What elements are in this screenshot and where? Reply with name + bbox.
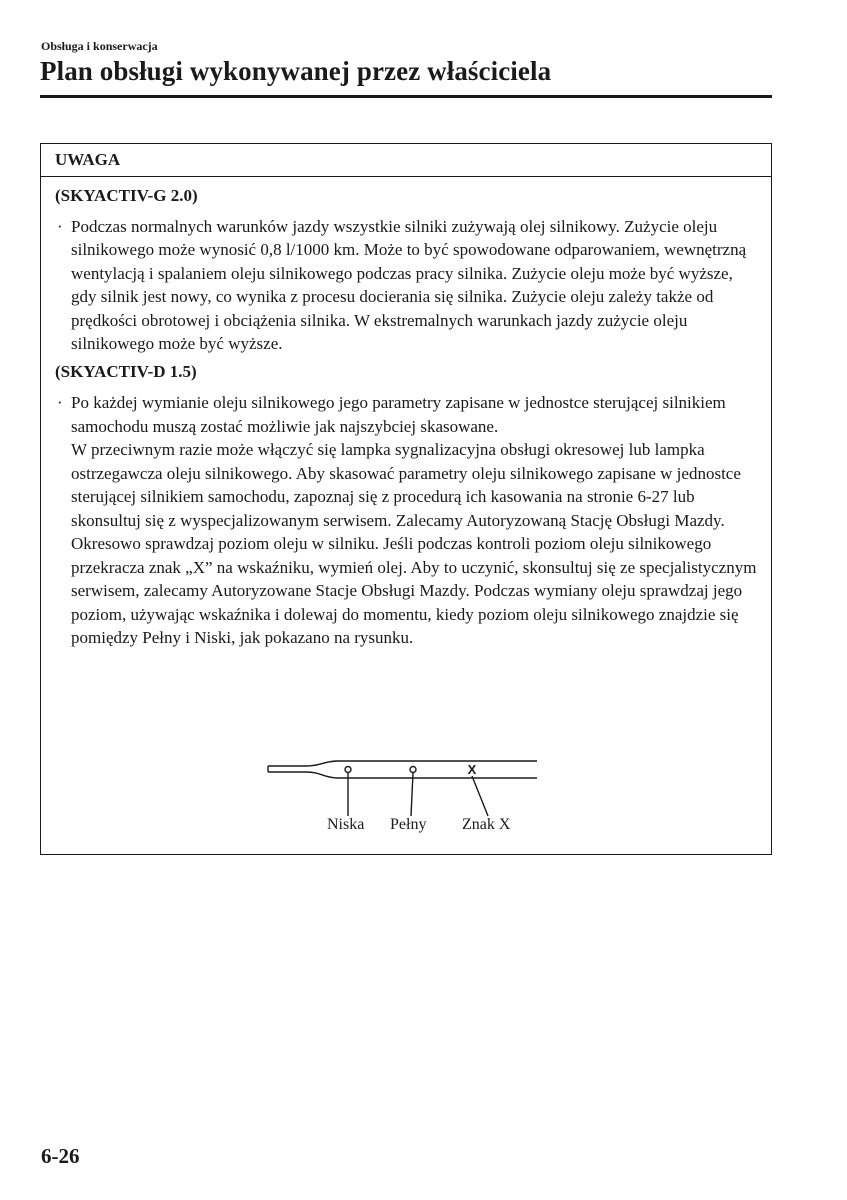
bullet-dot: ·	[57, 216, 63, 236]
notice-body	[41, 177, 771, 650]
notice-box	[40, 143, 772, 855]
x-mark: X	[467, 762, 477, 777]
full-mark	[410, 767, 416, 773]
paragraph: Po każdej wymianie oleju silnikowego jego parametry zapisane w jednostce sterującej silnikiem samochodu muszą zostać możliwie jak najszybciej skasowane.	[71, 393, 726, 436]
label-full: Pełny	[390, 816, 427, 833]
subtitle-skyactiv-d: (SKYACTIV-D 1.5)	[55, 361, 197, 381]
bullet-dot: ·	[57, 393, 63, 412]
leader-full	[411, 773, 413, 816]
title-rule	[40, 95, 772, 98]
dipstick-top-edge	[268, 761, 537, 766]
leader-mark	[472, 776, 488, 816]
page-title: Plan obsługi wykonywanej przez właściciela	[40, 56, 552, 86]
page-number: 6-26	[41, 1144, 80, 1168]
paragraph: Podczas normalnych warunków jazdy wszystkie silniki zużywają olej silnikowy. Zużycie oleju silnikowego może wynosić 0,8 l/1000 km. Może to być spowodowane odparowaniem, wewnętrzną wentylacją i spalaniem oleju silnikowego podczas pracy silnika. Zużycie oleju może być wyższe, gdy silnik jest nowy, co wynika z procesu docierania się silnika. Zużycie oleju zależy także od prędkości obrotowej i obciążenia silnika. W ekstremalnych warunkach jazdy zużycie oleju silnikowego może być wyższe.	[71, 216, 747, 353]
notice-heading: UWAGA	[41, 144, 771, 177]
dipstick-figure	[266, 754, 546, 834]
dipstick-bottom-edge	[268, 772, 537, 778]
paragraph: Okresowo sprawdzaj poziom oleju w silniku. Jeśli podczas kontroli poziom oleju silnikowego przekracza znak „X” na wskaźniku, wymień olej. Aby to uczynić, skonsultuj się ze specjalistycznym serwisem, zalecamy Autoryzowane Stacje Obsługi Mazdy. Podczas wymiany oleju sprawdzaj jego poziom, używając wskaźnika i dolewaj do momentu, kiedy poziom oleju silnikowego znajdzie się pomiędzy Pełny i Niski, jak pokazano na rysunku.	[71, 534, 757, 647]
subtitle-skyactiv-g: (SKYACTIV-G 2.0)	[55, 186, 198, 205]
label-low: Niska	[327, 816, 365, 833]
label-mark-x: Znak X	[462, 816, 511, 833]
low-mark	[345, 767, 351, 773]
bullet-item	[55, 391, 759, 650]
section-heading: Obsługa i konserwacja	[41, 39, 158, 53]
bullet-item	[55, 215, 759, 356]
paragraph: W przeciwnym razie może włączyć się lampka sygnalizacyjna obsługi okresowej lub lampka ostrzegawcza oleju silnikowego. Aby skasować parametry oleju silnikowego zapisane w jednostce sterującej silnikiem samochodu, zapoznaj się z procedurą ich kasowania na stronie 6-27 lub skonsultuj się z wyspecjalizowanym serwisem. Zalecamy Autoryzowaną Stację Obsługi Mazdy.	[71, 440, 741, 530]
